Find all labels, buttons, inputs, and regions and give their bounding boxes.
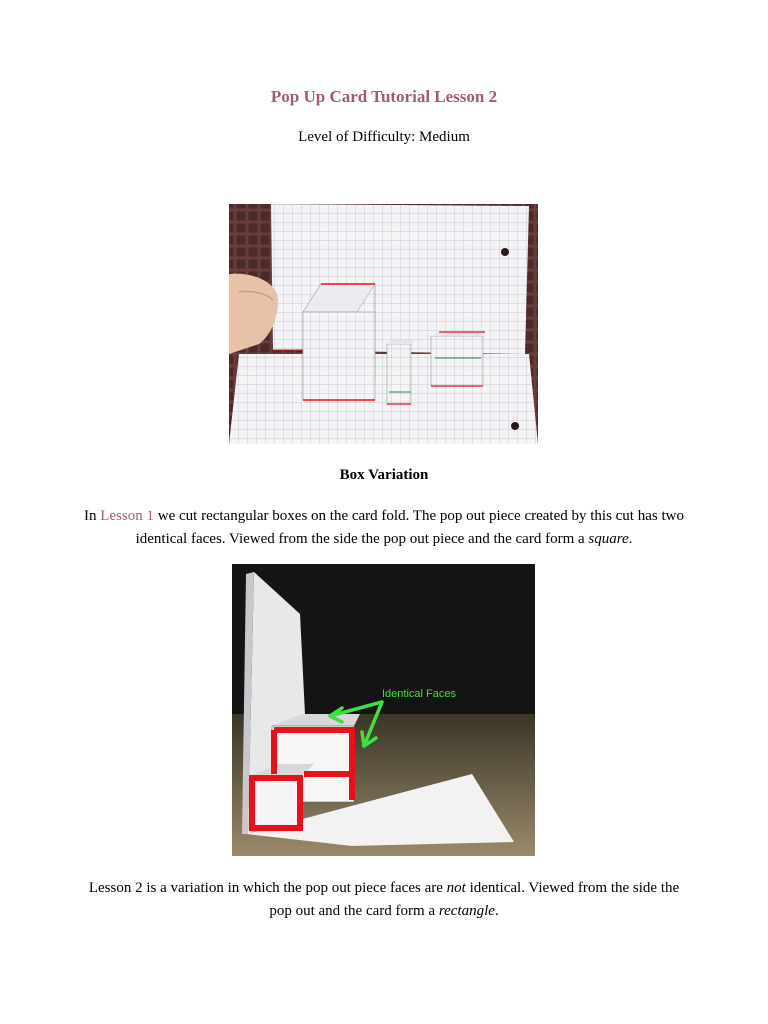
paragraph-text: Lesson 2 is a variation in which the pop out piece faces are [88, 880, 447, 896]
section-caption: Box Variation [339, 467, 429, 483]
paragraph-text: we cut rectangular boxes on the card fold. The pop out piece created by this cut has two identical faces. Viewed from the side the pop out piece and the card form a [135, 508, 684, 547]
side-view-photo [232, 564, 535, 856]
paragraph-text: In [84, 508, 101, 524]
popup-card-photo [229, 204, 538, 444]
identical-faces-label: Identical Faces [382, 688, 456, 700]
page-title: Pop Up Card Tutorial Lesson 2 [270, 87, 498, 106]
paragraph-text: . [628, 531, 633, 547]
emphasis-not: not [446, 880, 466, 896]
lesson1-link[interactable]: Lesson 1 [100, 508, 155, 524]
emphasis-rectangle: rectangle [438, 903, 495, 919]
paragraph-lesson1 [84, 505, 684, 551]
paragraph-text: identical. Viewed from the side the pop out and the card form a [269, 880, 680, 919]
emphasis-square: square [588, 531, 629, 547]
paragraph-text: . [494, 903, 499, 919]
difficulty-level: Level of Difficulty: Medium [298, 129, 470, 145]
popup-card-illustration [229, 204, 538, 444]
side-view-illustration [232, 564, 535, 856]
paragraph-lesson2 [84, 877, 684, 923]
